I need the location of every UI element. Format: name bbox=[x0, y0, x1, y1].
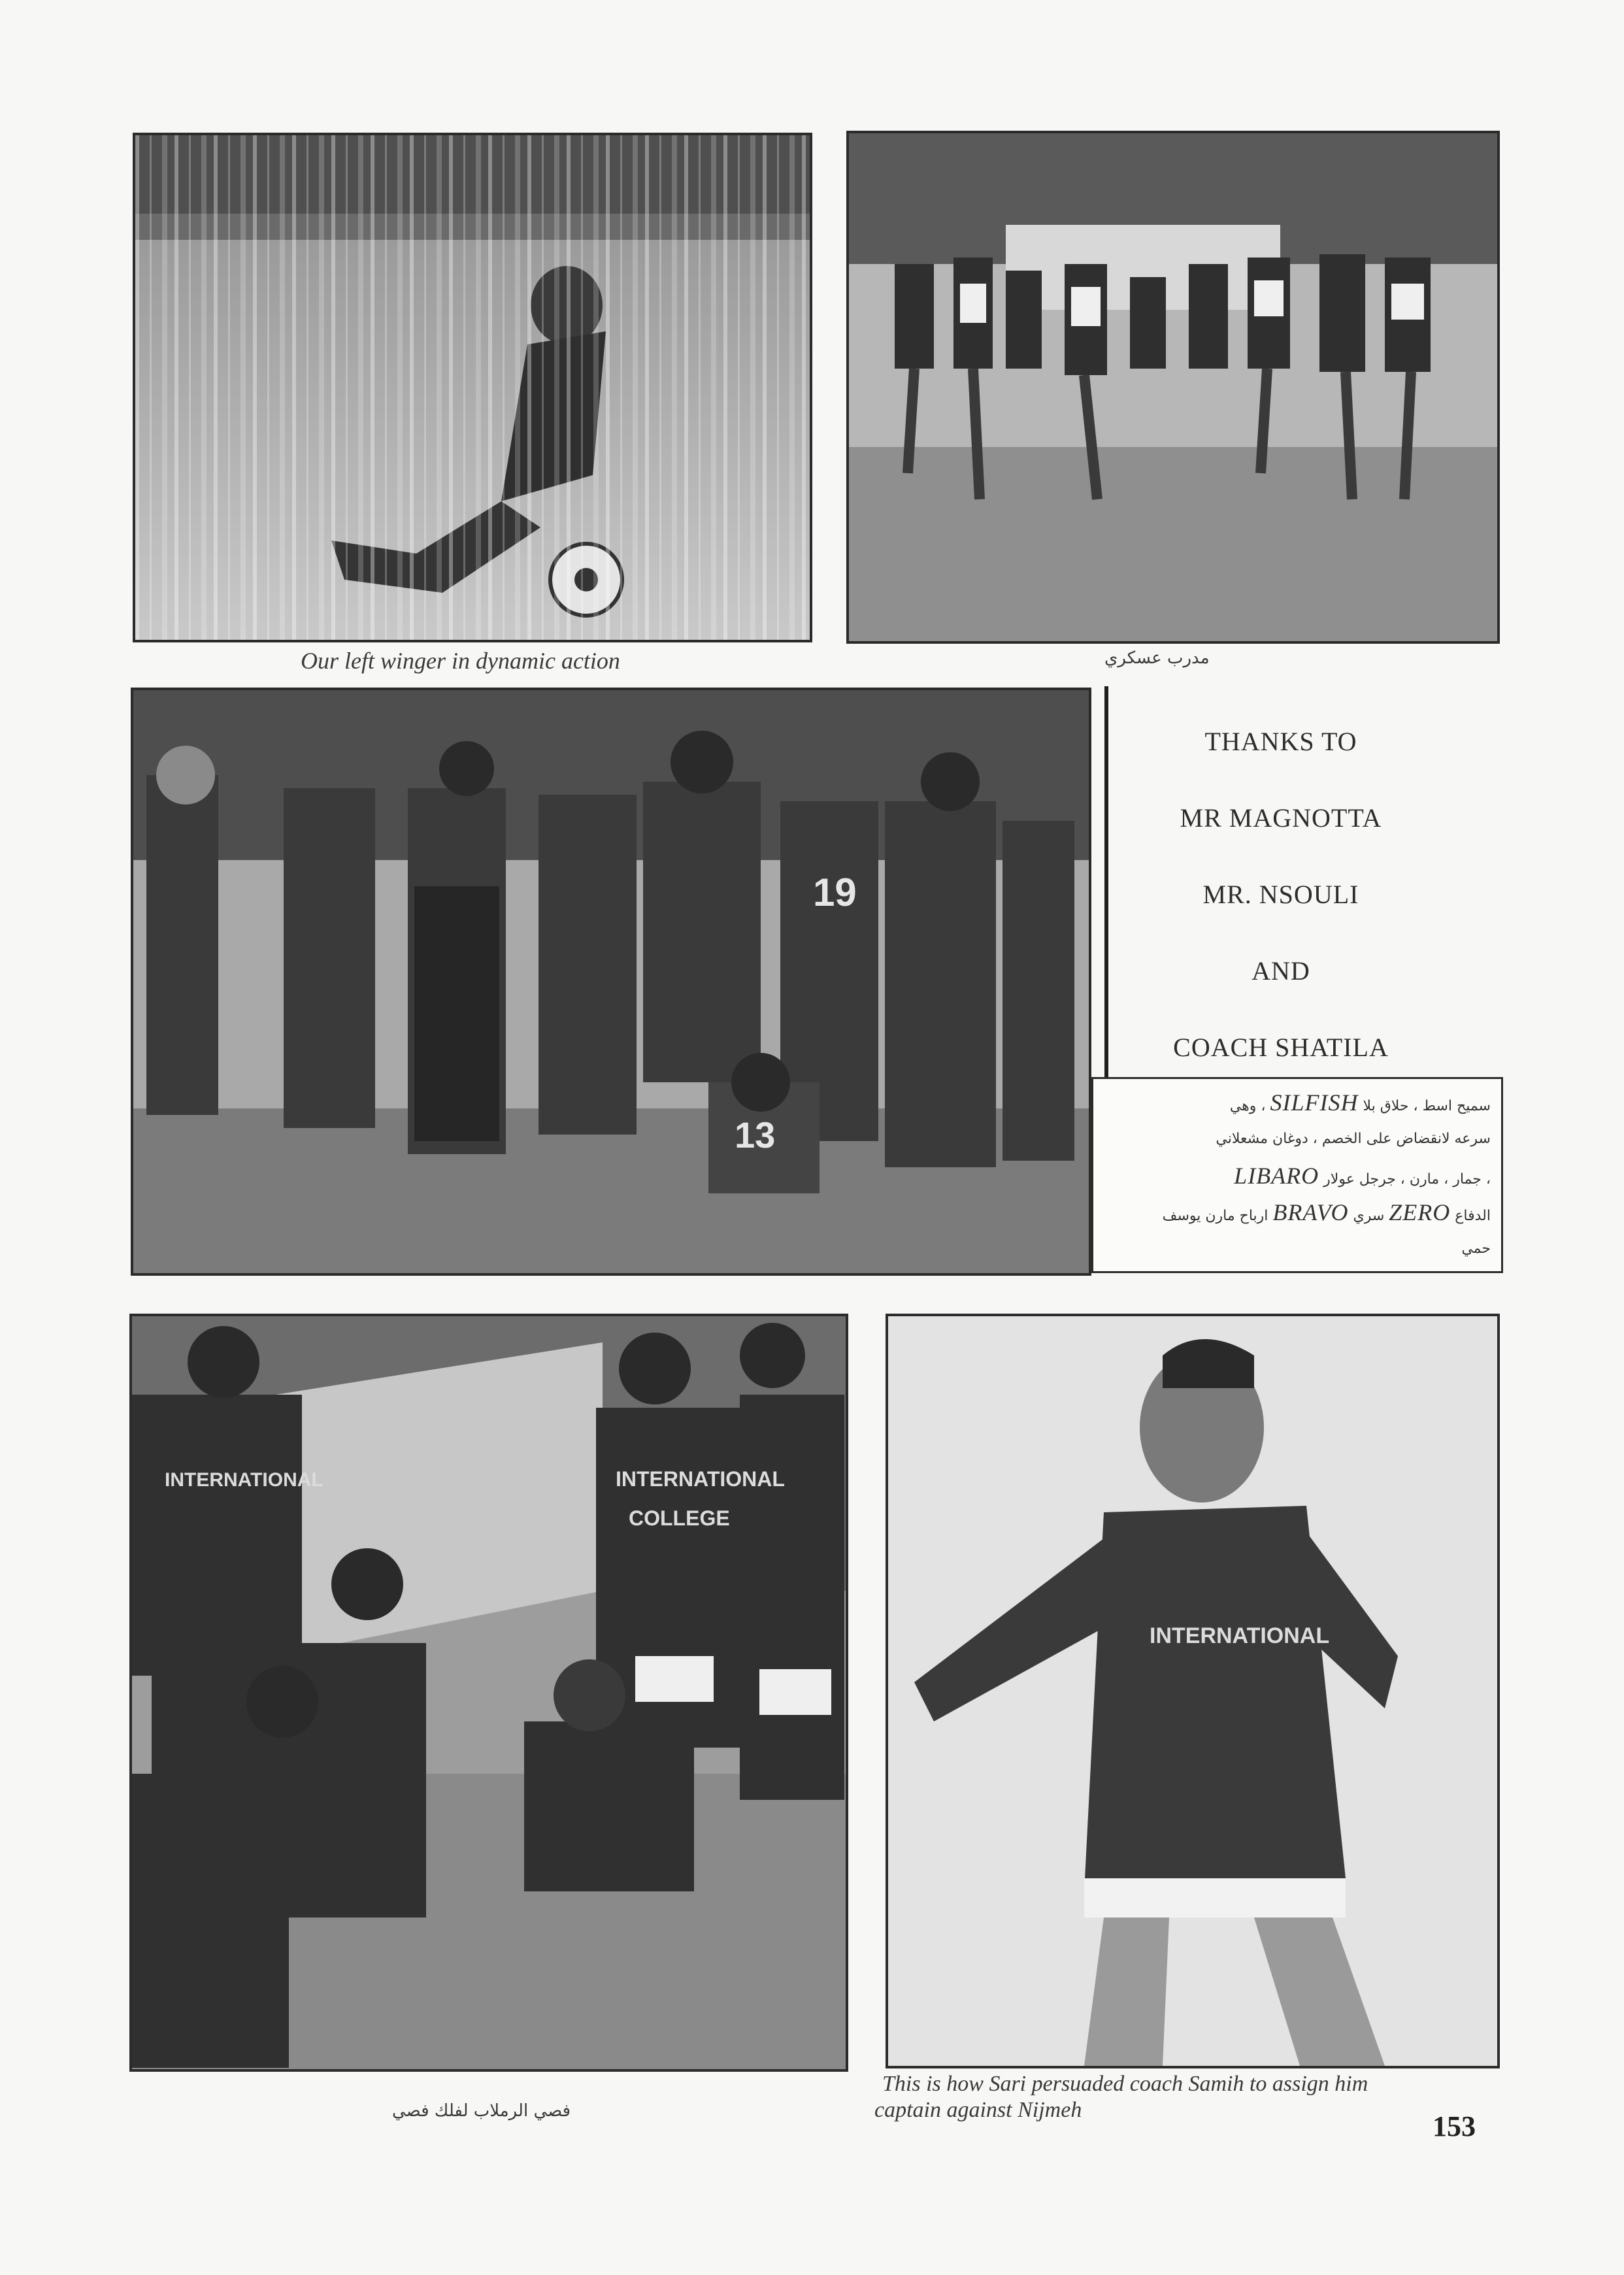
photo-captain-sari bbox=[886, 1314, 1500, 2068]
caption-captain-sari-line2: captain against Nijmeh bbox=[874, 2098, 1082, 2122]
jersey-number-19: 19 bbox=[813, 871, 857, 914]
nicknames-line-4: الدفاع ZERO سري BRAVO ارباح مارن يوسف bbox=[1162, 1199, 1491, 1225]
nicknames-box bbox=[1091, 1077, 1503, 1273]
thanks-and: AND bbox=[1251, 956, 1310, 986]
photo-left-winger-image bbox=[135, 135, 810, 640]
jersey-number-13: 13 bbox=[735, 1114, 776, 1155]
nicknames-line-5: حمي bbox=[1461, 1240, 1491, 1257]
nicknames-line-1: سميح اسط ، حلاق بلا SILFISH ، وهي bbox=[1229, 1089, 1491, 1116]
nicknames-line-2: سرعه لانقضاض على الخصم ، دوغان مشعلاني bbox=[1216, 1131, 1491, 1147]
caption-players-resting: فصي الرملاب لفلك فصي bbox=[392, 2101, 571, 2121]
photo-players-resting-image bbox=[132, 1316, 846, 2069]
shirt-text-international-3: INTERNATIONAL bbox=[1150, 1623, 1330, 1648]
shirt-text-college: COLLEGE bbox=[629, 1506, 730, 1530]
thanks-name-shatila: COACH SHATILA bbox=[1173, 1033, 1389, 1062]
photo-team-jogging-image bbox=[849, 133, 1497, 641]
photo-players-resting bbox=[129, 1314, 848, 2072]
thanks-name-nsouli: MR. NSOULI bbox=[1202, 880, 1359, 909]
caption-captain-sari-line1: This is how Sari persuaded coach Samih to assign him bbox=[882, 2072, 1368, 2096]
photo-team-huddle bbox=[131, 688, 1091, 1276]
photo-team-huddle-image bbox=[133, 690, 1089, 1273]
shirt-text-international-2: INTERNATIONAL bbox=[616, 1467, 785, 1491]
thanks-block bbox=[1111, 706, 1451, 1088]
thanks-heading: THANKS TO bbox=[1204, 727, 1357, 756]
caption-team-jogging: مدرب عسكري bbox=[1104, 648, 1210, 668]
photo-left-winger bbox=[133, 133, 812, 642]
photo-team-jogging bbox=[846, 131, 1500, 644]
caption-left-winger: Our left winger in dynamic action bbox=[301, 648, 620, 674]
page-number: 153 bbox=[1433, 2110, 1476, 2142]
divider-bar bbox=[1104, 686, 1108, 1078]
nicknames-line-3: ، جمار ، مارن ، جرجل عولار LIBARO bbox=[1234, 1163, 1491, 1189]
thanks-name-magnotta: MR MAGNOTTA bbox=[1180, 803, 1382, 833]
photo-captain-sari-image bbox=[888, 1316, 1497, 2066]
shirt-text-international-1: INTERNATIONAL bbox=[165, 1469, 323, 1491]
